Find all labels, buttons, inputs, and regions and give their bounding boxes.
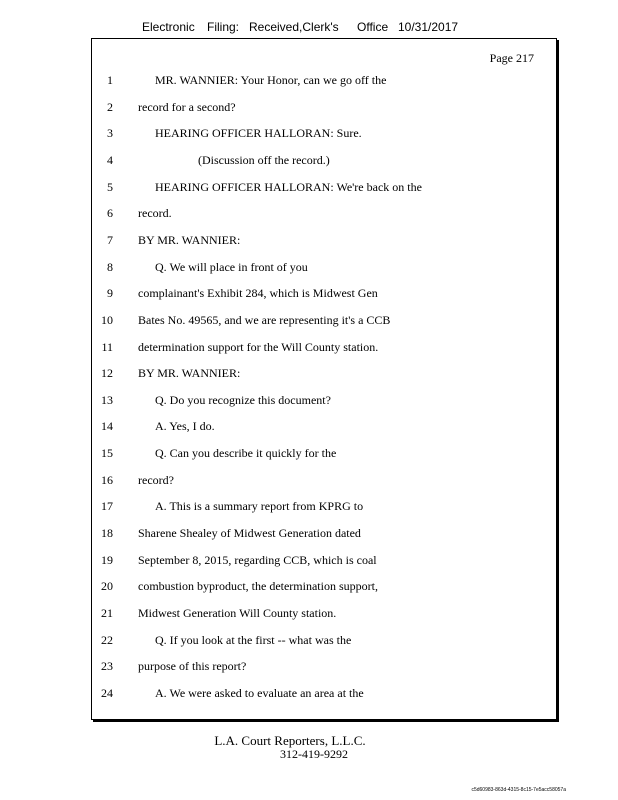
transcript-line: [0, 180, 618, 200]
line-text: HEARING OFFICER HALLORAN: We're back on the: [155, 179, 422, 194]
line-number: 22: [101, 632, 113, 647]
line-number: 8: [107, 259, 113, 274]
line-text: Sharene Shealey of Midwest Generation dated: [138, 526, 361, 540]
line-text: record?: [138, 472, 174, 487]
line-text: complainant's Exhibit 284, which is Midwest Gen: [138, 286, 378, 301]
transcript-line: [0, 606, 618, 626]
filing-header-office: Office: [357, 20, 389, 34]
transcript-line: [0, 313, 618, 333]
transcript-line: [0, 579, 618, 599]
line-number: 5: [107, 179, 113, 194]
line-text: record for a second?: [138, 99, 236, 114]
transcript-line: [0, 73, 618, 93]
transcript-line: [0, 633, 618, 653]
line-number: 14: [101, 419, 113, 434]
line-text: Q. Can you describe it quickly for the: [155, 446, 337, 461]
footer-firm-name: L.A. Court Reporters, L.L.C.: [214, 733, 366, 748]
transcript-line: [0, 473, 618, 493]
line-number: 11: [101, 339, 113, 354]
line-number: 10: [101, 312, 113, 327]
line-number: 23: [101, 659, 113, 674]
line-number: 20: [101, 579, 113, 594]
transcript-line: [0, 153, 618, 173]
line-text: A. This is a summary report from KPRG to: [155, 499, 364, 514]
line-text: determination support for the Will County station.: [138, 339, 379, 354]
line-number: 4: [107, 152, 113, 167]
line-text: BY MR. WANNIER:: [138, 366, 241, 381]
line-text: record.: [138, 206, 172, 221]
filing-header-filing: Filing:: [207, 20, 240, 34]
line-number: 3: [107, 126, 113, 141]
line-number: 7: [107, 232, 113, 247]
transcript-line: [0, 499, 618, 519]
page-number: Page 217: [489, 51, 534, 65]
filing-header-date: 10/31/2017: [398, 20, 459, 34]
transcript-line: [0, 206, 618, 226]
filing-header-received: Received,Clerk's: [249, 20, 339, 34]
line-text: HEARING OFFICER HALLORAN: Sure.: [155, 126, 362, 141]
line-number: 6: [107, 206, 113, 221]
transcript-line: [0, 233, 618, 253]
transcript-line: [0, 393, 618, 413]
filing-header-electronic: Electronic: [142, 20, 195, 34]
line-number: 1: [107, 73, 113, 87]
line-number: 9: [107, 286, 113, 301]
filing-header: [0, 20, 618, 38]
line-number: 16: [101, 472, 113, 487]
document-id: c5d60983-863d-4315-8c15-7e5acc58057a: [471, 787, 566, 793]
footer-phone: 312-419-9292: [280, 747, 348, 761]
line-text: A. Yes, I do.: [155, 419, 215, 434]
line-text: combustion byproduct, the determination support,: [138, 579, 378, 594]
transcript-line: [0, 126, 618, 146]
line-text: Q. Do you recognize this document?: [155, 392, 331, 407]
transcript-line: [0, 366, 618, 386]
line-number: 12: [101, 366, 113, 381]
line-number: 2: [107, 99, 113, 114]
line-text: Midwest Generation Will County station.: [138, 606, 337, 620]
transcript-line: [0, 553, 618, 573]
transcript-line: [0, 686, 618, 706]
line-number: 15: [101, 446, 113, 461]
line-text: September 8, 2015, regarding CCB, which is coal: [138, 552, 377, 567]
transcript-line: [0, 286, 618, 306]
line-number: 21: [101, 606, 113, 620]
transcript-line: [0, 659, 618, 679]
line-text: Bates No. 49565, and we are representing it's a CCB: [138, 312, 391, 327]
transcript-line: [0, 100, 618, 120]
transcript-line: [0, 526, 618, 546]
line-number: 17: [101, 499, 113, 514]
line-text: BY MR. WANNIER:: [138, 232, 241, 247]
line-text: MR. WANNIER: Your Honor, can we go off the: [155, 73, 387, 87]
transcript-line: [0, 446, 618, 466]
transcript-line: [0, 340, 618, 360]
line-text: (Discussion off the record.): [198, 152, 330, 167]
line-number: 19: [101, 552, 113, 567]
line-text: A. We were asked to evaluate an area at the: [155, 685, 364, 700]
transcript-line: [0, 419, 618, 439]
line-number: 13: [101, 392, 113, 407]
transcript-line: [0, 260, 618, 280]
line-number: 18: [101, 526, 113, 540]
line-text: Q. We will place in front of you: [155, 259, 308, 274]
line-text: Q. If you look at the first -- what was the: [155, 632, 352, 647]
line-number: 24: [101, 685, 113, 700]
line-text: purpose of this report?: [138, 659, 247, 674]
